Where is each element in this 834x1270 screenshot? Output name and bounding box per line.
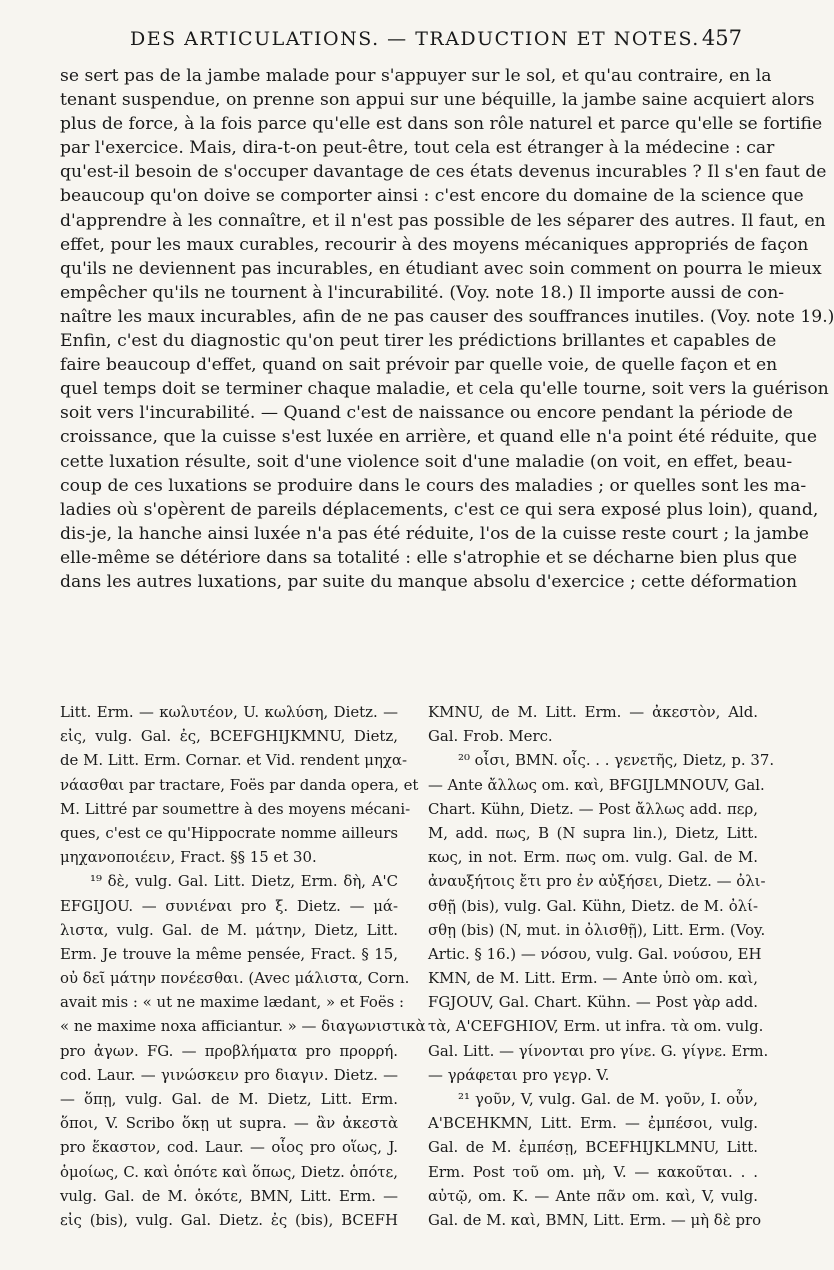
text-line: cette luxation résulte, soit d'une violence soit d'une maladie (on voit, en effet, beau- <box>60 451 793 472</box>
text-line: quel temps doit se terminer chaque maladie, et cela qu'elle tourne, soit vers la guérison <box>60 379 829 400</box>
note-line: — Ante ἄλλως om. καὶ, BFGIJLMNOUV, Gal. <box>428 775 765 794</box>
note-line: τὰ, A'CEFGHIOV, Erm. ut infra. τὰ om. vulg. <box>428 1017 764 1036</box>
note-line: οὐ δεῖ μάτην πονέεσθαι. (Avec μάλιστα, Corn. <box>60 969 410 988</box>
text-line: qu'est-il besoin de s'occuper davantage de ces états devenus incurables ? Il s'en faut de <box>60 162 827 183</box>
note-line: αὐτῷ, om. K. — Ante πᾶν om. καὶ, V, vulg. <box>428 1186 758 1205</box>
note-line: « ne maxime noxa afficiantur. » — διαγωνιστικὰ <box>60 1017 426 1036</box>
note-line: ὅποι, V. Scribo ὅκῃ ut supra. — ἂν ἀκεστὰ <box>60 1114 398 1133</box>
note-line: Chart. Kühn, Dietz. — Post ἄλλως add. περ, <box>428 799 758 818</box>
note-line: vulg. Gal. de M. ὁκότε, BMN, Litt. Erm. — <box>60 1186 398 1205</box>
note-line: λιστα, vulg. Gal. de M. μάτην, Dietz, Litt. <box>60 920 398 939</box>
notes-left-column <box>60 700 426 1232</box>
note-line: ²¹ γοῦν, V, vulg. Gal. de M. γοῦν, I. οὖν, <box>458 1090 758 1108</box>
main-text <box>60 64 834 594</box>
note-line: KMN, de M. Litt. Erm. — Ante ὑπὸ om. καὶ, <box>428 969 758 988</box>
text-line: naître les maux incurables, afin de ne pas causer des souffrances inutiles. (Voy. note 19.) <box>60 306 834 327</box>
note-line: ¹⁹ δὲ, vulg. Gal. Litt. Dietz, Erm. δὴ, A'C <box>90 872 398 891</box>
note-line: ²⁰ οἷσι, BMN. οἷς. . . γενετῆς, Dietz, p. 37. <box>458 751 775 770</box>
note-line: Litt. Erm. — κωλυτέον, U. κωλύση, Dietz. — <box>60 703 398 721</box>
note-line: — γράφεται pro γεγρ. V. <box>428 1065 610 1084</box>
text-line: effet, pour les maux curables, recourir à des moyens mécaniques appropriés de façon <box>60 234 809 255</box>
page-number: 457 <box>701 26 742 50</box>
note-line: ques, c'est ce qu'Hippocrate nomme ailleurs <box>60 823 398 842</box>
text-line: d'apprendre à les connaître, et il n'est pas possible de les séparer des autres. Il faut, en <box>60 210 826 231</box>
text-line: par l'exercice. Mais, dira-t-on peut-être, tout cela est étranger à la médecine : car <box>60 138 775 159</box>
note-line: Erm. Post τοῦ om. μὴ, V. — κακοῦται. . . <box>428 1162 758 1181</box>
note-line: — ὅπῃ, vulg. Gal. de M. Dietz, Litt. Erm. <box>60 1090 398 1108</box>
text-line: Enfin, c'est du diagnostic qu'on peut tirer les prédictions brillantes et capables de <box>60 331 777 352</box>
note-line: Gal. Frob. Merc. <box>428 727 553 746</box>
note-line: M, add. πως, B (N supra lin.), Dietz, Litt. <box>428 823 758 842</box>
note-line: de M. Litt. Erm. Cornar. et Vid. rendent μηχα- <box>60 751 408 770</box>
text-line: plus de force, à la fois parce qu'elle est dans son rôle naturel et parce qu'elle se fortifie <box>60 114 823 135</box>
text-line: ladies où s'opèrent de pareils déplacements, c'est ce qui sera exposé plus loin), quand, <box>60 499 819 520</box>
text-line: soit vers l'incurabilité. — Quand c'est de naissance ou encore pendant la période de <box>60 403 793 424</box>
running-title: DES ARTICULATIONS. — TRADUCTION ET NOTES. <box>130 28 700 50</box>
note-line: FGJOUV, Gal. Chart. Kühn. — Post γὰρ add. <box>428 993 758 1012</box>
text-line: empêcher qu'ils ne tournent à l'incurabilité. (Voy. note 18.) Il importe aussi de con- <box>60 282 785 303</box>
note-line: ἀναυξήτοις ἔτι pro ἐν αὐξήσει, Dietz. — ὀλι- <box>428 872 766 891</box>
note-line: pro ἕκαστον, cod. Laur. — οἷος pro οἵως, J. <box>60 1138 398 1157</box>
note-line: εἰς, vulg. Gal. ἐς, BCEFGHIJKMNU, Dietz, <box>60 727 398 746</box>
note-line: M. Littré par soumettre à des moyens mécani- <box>60 799 411 818</box>
note-line: ὁμοίως, C. καὶ ὁπότε καὶ ὅπως, Dietz. ὁπότε, <box>60 1162 398 1181</box>
note-line: KMNU, de M. Litt. Erm. — ἀκεστὸν, Ald. <box>428 703 758 721</box>
text-line: tenant suspendue, on prenne son appui sur une béquille, la jambe saine acquiert alors <box>60 90 815 111</box>
note-line: σθῃ (bis) (N, mut. in ὀλισθῇ), Litt. Erm. (Voy. <box>428 920 766 939</box>
note-line: avait mis : « ut ne maxime lædant, » et Foës : <box>60 993 405 1012</box>
note-line: cod. Laur. — γινώσκειν pro διαγιν. Dietz. — <box>60 1065 398 1084</box>
note-line: Gal. de M. ἐμπέσῃ, BCEFHIJKLMNU, Litt. <box>428 1138 758 1157</box>
note-line: EFGIJOU. — συνιέναι pro ξ. Dietz. — μά- <box>60 896 398 915</box>
text-line: dis-je, la hanche ainsi luxée n'a pas été réduite, l'os de la cuisse reste court ; la jambe <box>60 523 809 544</box>
note-line: A'BCEHKMN, Litt. Erm. — ἐμπέσοι, vulg. <box>428 1114 758 1133</box>
text-line: coup de ces luxations se produire dans le cours des maladies ; or quelles sont les ma- <box>60 475 807 496</box>
note-line: pro ἀγων. FG. — προβλήματα pro προρρή. <box>60 1041 398 1060</box>
text-line: se sert pas de la jambe malade pour s'appuyer sur le sol, et qu'au contraire, en la <box>60 66 772 86</box>
note-line: σθῇ (bis), vulg. Gal. Kühn, Dietz. de M. ὀλί- <box>428 896 758 915</box>
notes-right-column <box>428 700 775 1232</box>
note-line: Erm. Je trouve la même pensée, Fract. § 15, <box>60 944 398 963</box>
text-line: faire beaucoup d'effet, quand on sait prévoir par quelle voie, de quelle façon et en <box>60 355 778 376</box>
note-line: Artic. § 16.) — νόσου, vulg. Gal. νούσου, EH <box>428 944 762 963</box>
text-line: dans les autres luxations, par suite du manque absolu d'exercice ; cette déformation <box>60 571 798 592</box>
text-line: beaucoup qu'on doive se comporter ainsi : c'est encore du domaine de la science que <box>60 186 804 207</box>
note-line: Gal. de M. καὶ, BMN, Litt. Erm. — μὴ δὲ pro <box>428 1210 762 1229</box>
page-header <box>60 26 750 60</box>
note-line: νάασθαι par tractare, Foës par danda opera, et <box>60 775 419 794</box>
text-line: elle-même se détériore dans sa totalité : elle s'atrophie et se décharne bien plus que <box>60 547 798 568</box>
note-line: Gal. Litt. — γίνονται pro γίνε. G. γίγνε. Erm. <box>428 1041 769 1060</box>
note-line: εἰς (bis), vulg. Gal. Dietz. ἐς (bis), BCEFH <box>60 1210 398 1229</box>
note-line: κως, in not. Erm. πως om. vulg. Gal. de M. <box>428 848 758 867</box>
text-line: croissance, que la cuisse s'est luxée en arrière, et quand elle n'a point été réduite, que <box>60 427 817 448</box>
text-line: qu'ils ne deviennent pas incurables, en étudiant avec soin comment on pourra le mieux <box>60 258 822 279</box>
note-line: μηχανοποιέειν, Fract. §§ 15 et 30. <box>60 848 317 867</box>
